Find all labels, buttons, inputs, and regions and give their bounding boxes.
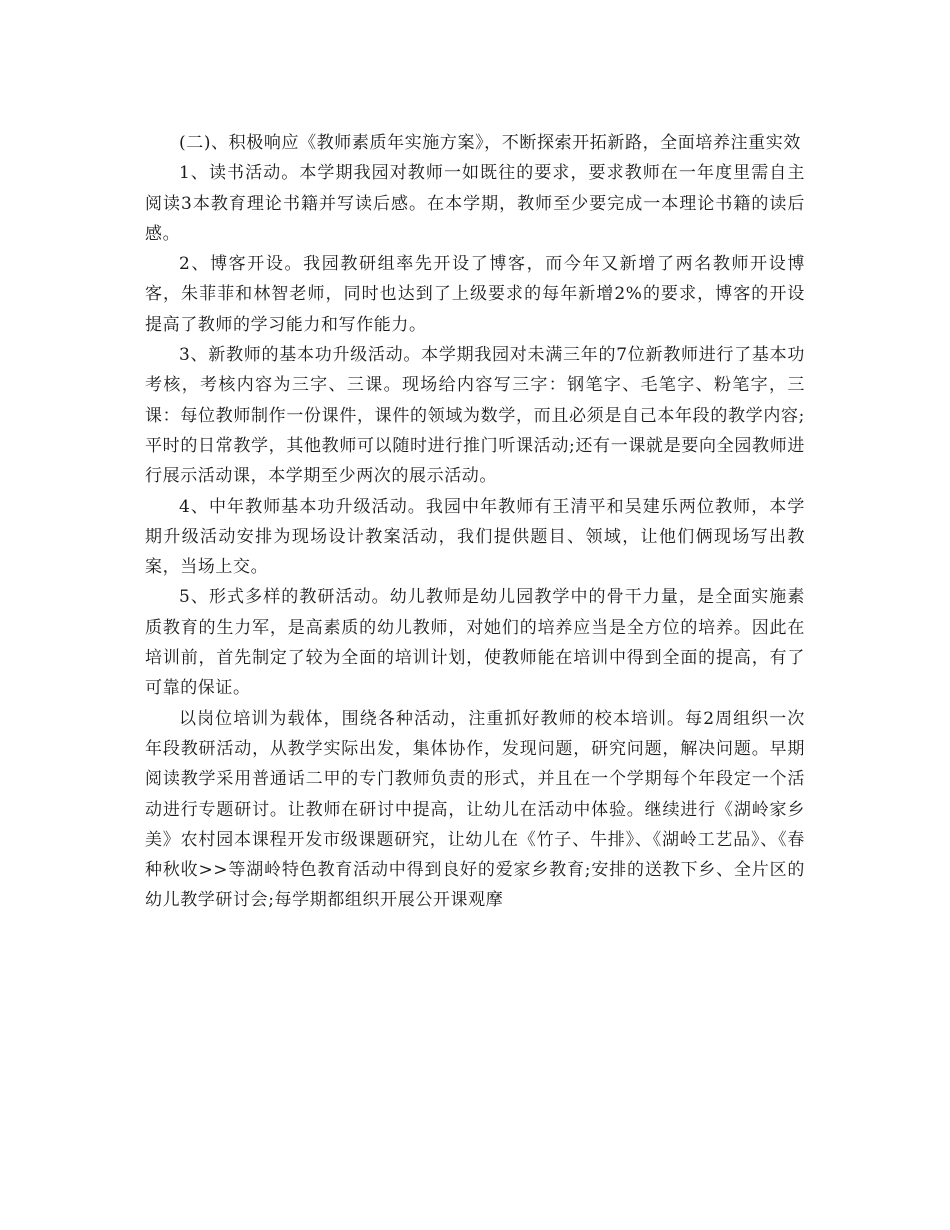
paragraph-blog: 2、博客开设。我园教研组率先开设了博客，而今年又新增了两名教师开设博客，朱菲菲和林智老师，同时也达到了上级要求的每年新增2%的要求，博客的开设提高了教师的学习能力和写作能力。 bbox=[145, 254, 805, 335]
paragraph-new-teacher-skills: 3、新教师的基本功升级活动。本学期我园对未满三年的7位新教师进行了基本功考核，考核内容为三字、三课。现场给内容写三字：钢笔字、毛笔字、粉笔字，三课：每位教师制作一份课件，课件的领域为数学，而且必须是自己本年段的教学内容;平时的日常教学，其他教师可以随时进行推门听课活动;还有一课就是要向全园教师进行展示活动课，本学期至少两次的展示活动。 bbox=[145, 345, 805, 487]
document-page bbox=[145, 128, 805, 916]
paragraph-teaching-research: 5、形式多样的教研活动。幼儿教师是幼儿园教学中的骨干力量，是全面实施素质教育的生力军，是高素质的幼儿教师，对她们的培养应当是全方位的培养。因此在培训前，首先制定了较为全面的培训计划，使教师能在培训中得到全面的提高，有了可靠的保证。 bbox=[145, 587, 805, 699]
paragraph-school-based-training: 以岗位培训为载体，围绕各种活动，注重抓好教师的校本培训。每2周组织一次年段教研活动，从教学实际出发，集体协作，发现问题，研究问题，解决问题。早期阅读教学采用普通话二甲的专门教师负责的形式，并且在一个学期每个年段定一个活动进行专题研讨。让教师在研讨中提高，让幼儿在活动中体验。继续进行《湖岭家乡美》农村园本课程开发市级课题研究，让幼儿在《竹子、牛排》、《湖岭工艺品》、《春种秋收>>等湖岭特色教育活动中得到良好的爱家乡教育;安排的送教下乡、全片区的幼儿教学研讨会;每学期都组织开展公开课观摩 bbox=[145, 708, 805, 911]
paragraph-midcareer-teacher-skills: 4、中年教师基本功升级活动。我园中年教师有王清平和吴建乐两位教师，本学期升级活动安排为现场设计教案活动，我们提供题目、领域，让他们俩现场写出教案，当场上交。 bbox=[145, 496, 805, 578]
section-heading: (二)、积极响应《教师素质年实施方案》，不断探索开拓新路，全面培养注重实效 bbox=[179, 133, 801, 153]
paragraph-reading-activity: 1、读书活动。本学期我园对教师一如既往的要求，要求教师在一年度里需自主阅读3本教育理论书籍并写读后感。在本学期，教师至少要完成一本理论书籍的读后感。 bbox=[145, 163, 805, 244]
